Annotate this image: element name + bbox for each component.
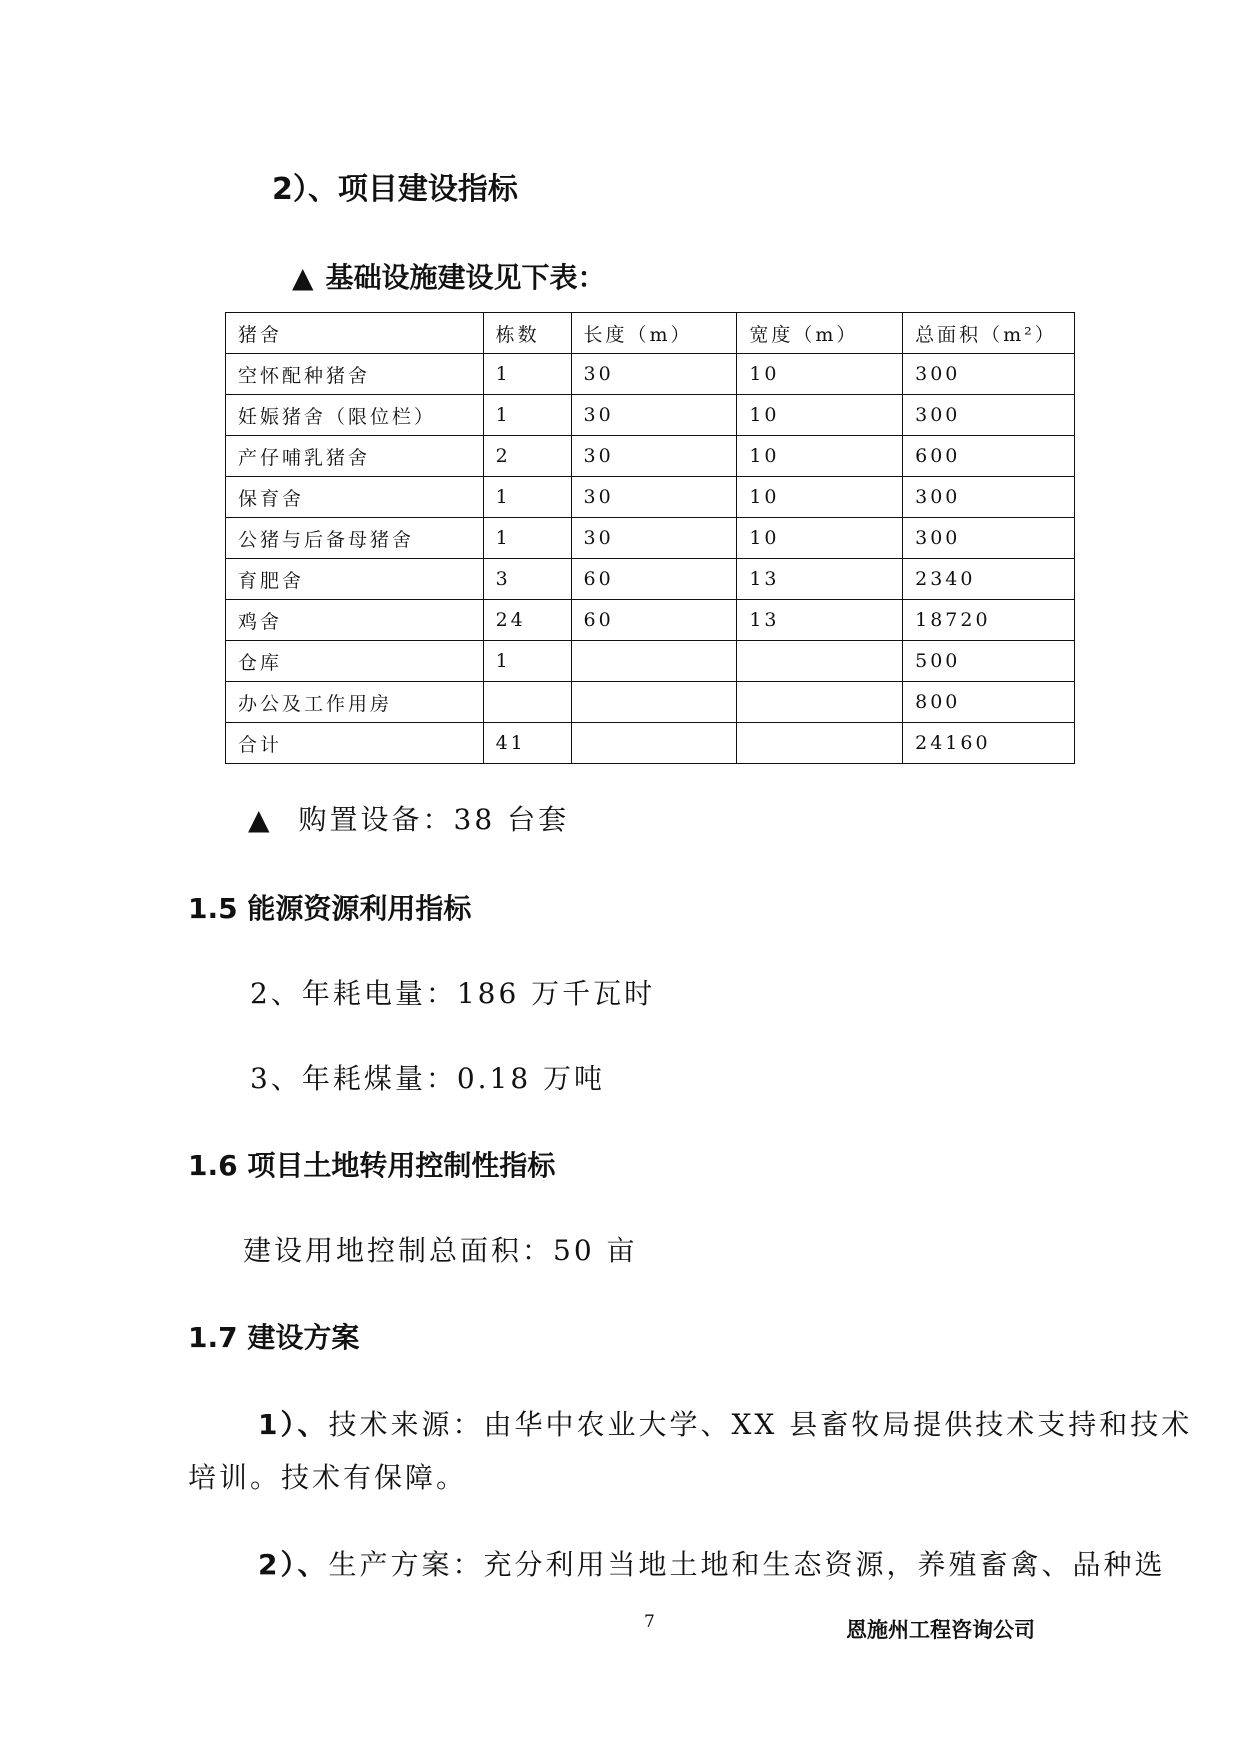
table-cell: 1 [483, 354, 571, 395]
table-header-row [226, 313, 1075, 354]
table-cell: 30 [571, 518, 737, 559]
table-row [226, 723, 1075, 764]
table-cell [571, 723, 737, 764]
coal-item: 3、年耗煤量：0.18 万吨 [250, 1062, 606, 1095]
table-row [226, 436, 1075, 477]
table-cell: 600 [903, 436, 1075, 477]
table-cell: 800 [903, 682, 1075, 723]
table-cell: 500 [903, 641, 1075, 682]
table-cell: 空怀配种猪舍 [226, 354, 484, 395]
table-cell: 13 [737, 559, 903, 600]
table-cell: 2340 [903, 559, 1075, 600]
table-header-cell: 宽度（m） [737, 313, 903, 354]
table-cell [571, 682, 737, 723]
paragraph-1-text: 技术来源：由华中农业大学、XX 县畜牧局提供技术支持和技术 [328, 1408, 1193, 1441]
table-cell: 10 [737, 518, 903, 559]
facilities-table [225, 312, 1075, 764]
table-cell: 1 [483, 395, 571, 436]
table-row [226, 395, 1075, 436]
table-cell: 保育舍 [226, 477, 484, 518]
table-cell: 13 [737, 600, 903, 641]
table-row [226, 641, 1075, 682]
triangle-bullet-icon: ▲ [248, 803, 273, 836]
table-cell: 1 [483, 518, 571, 559]
table-cell: 30 [571, 477, 737, 518]
paragraph-1-line-1 [258, 1403, 1192, 1443]
paragraph-2-label: 2）、 [258, 1548, 329, 1581]
table-cell: 公猪与后备母猪舍 [226, 518, 484, 559]
electricity-item: 2、年耗电量：186 万千瓦时 [250, 977, 656, 1010]
table-cell: 300 [903, 518, 1075, 559]
table-row [226, 600, 1075, 641]
table-cell: 24160 [903, 723, 1075, 764]
table-cell: 2 [483, 436, 571, 477]
table-cell: 41 [483, 723, 571, 764]
table-cell: 300 [903, 395, 1075, 436]
table-header-cell: 栋数 [483, 313, 571, 354]
table-cell: 30 [571, 395, 737, 436]
table-cell: 10 [737, 477, 903, 518]
table-cell: 办公及工作用房 [226, 682, 484, 723]
table-cell: 10 [737, 354, 903, 395]
paragraph-1-label: 1）、 [258, 1408, 329, 1441]
table-cell: 30 [571, 436, 737, 477]
table-cell: 仓库 [226, 641, 484, 682]
table-cell: 妊娠猪舍（限位栏） [226, 395, 484, 436]
triangle-bullet-icon: ▲ [292, 261, 314, 294]
table-cell: 3 [483, 559, 571, 600]
section-heading-1-7: 1.7 建设方案 [188, 1321, 360, 1354]
table-cell: 1 [483, 641, 571, 682]
table-row [226, 559, 1075, 600]
section-heading-1-6: 1.6 项目土地转用控制性指标 [188, 1149, 556, 1182]
table-cell: 30 [571, 354, 737, 395]
section-heading-2: 2）、项目建设指标 [272, 172, 518, 207]
table-cell: 24 [483, 600, 571, 641]
table-caption [292, 256, 606, 296]
equipment-text: 购置设备：38 台套 [298, 803, 570, 836]
table-header-cell: 猪舍 [226, 313, 484, 354]
table-row [226, 518, 1075, 559]
table-cell: 鸡舍 [226, 600, 484, 641]
table-row [226, 477, 1075, 518]
table-cell: 合计 [226, 723, 484, 764]
table-header-cell: 总面积（m²） [903, 313, 1075, 354]
table-cell: 10 [737, 436, 903, 477]
paragraph-1-line-2: 培训。技术有保障。 [188, 1461, 468, 1494]
table-cell: 18720 [903, 600, 1075, 641]
equipment-line [248, 798, 569, 838]
footer-company: 恩施州工程咨询公司 [846, 1618, 1035, 1642]
paragraph-2-line-1 [258, 1543, 1166, 1583]
table-cell: 60 [571, 600, 737, 641]
table-cell [737, 641, 903, 682]
table-cell: 10 [737, 395, 903, 436]
table-caption-text: 基础设施建设见下表： [325, 261, 606, 294]
page-number: 7 [644, 1612, 655, 1632]
table-row [226, 682, 1075, 723]
paragraph-2-text: 生产方案：充分利用当地土地和生态资源，养殖畜禽、品种选 [328, 1548, 1166, 1581]
table-cell [737, 723, 903, 764]
table-cell [571, 641, 737, 682]
table-cell: 产仔哺乳猪舍 [226, 436, 484, 477]
table-cell: 300 [903, 354, 1075, 395]
table-row [226, 354, 1075, 395]
table-cell: 60 [571, 559, 737, 600]
table-cell: 300 [903, 477, 1075, 518]
land-area-text: 建设用地控制总面积：50 亩 [243, 1234, 638, 1267]
table-cell: 1 [483, 477, 571, 518]
section-heading-1-5: 1.5 能源资源利用指标 [188, 892, 472, 925]
table-header-cell: 长度（m） [571, 313, 737, 354]
table-cell [483, 682, 571, 723]
table-cell [737, 682, 903, 723]
table-cell: 育肥舍 [226, 559, 484, 600]
